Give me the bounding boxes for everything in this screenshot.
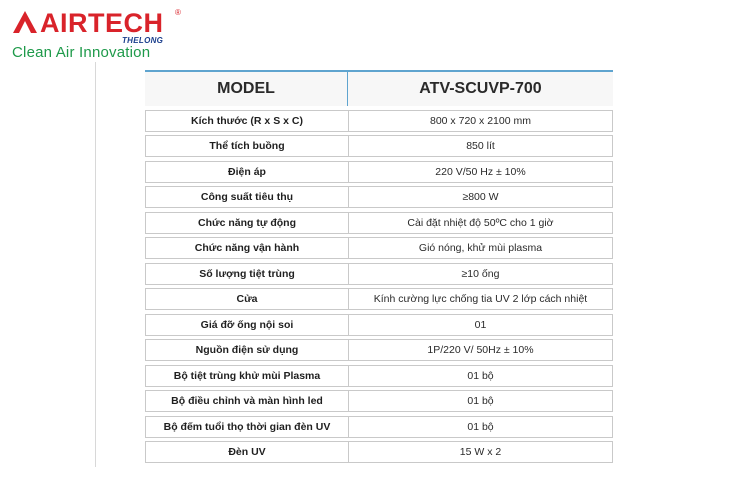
table-row — [145, 416, 613, 438]
spec-value: 220 V/50 Hz ± 10% — [435, 165, 526, 178]
spec-label: Giá đỡ ống nội soi — [146, 315, 349, 335]
spec-label: Bộ tiệt trùng khử mùi Plasma — [146, 366, 349, 386]
table-row — [145, 110, 613, 132]
spec-label: Bộ đếm tuổi thọ thời gian đèn UV — [146, 417, 349, 437]
spec-value: ≥800 W — [462, 191, 499, 203]
sub-brand: THELONG — [122, 36, 164, 45]
spec-label: Số lượng tiệt trùng — [146, 264, 349, 284]
spec-value: 1P/220 V/ 50Hz ± 10% — [427, 344, 534, 356]
table-row — [145, 161, 613, 183]
spec-label: Bộ điều chỉnh và màn hình led — [146, 391, 349, 411]
table-body — [145, 110, 613, 464]
spec-value: Gió nóng, khử mùi plasma — [418, 242, 543, 254]
spec-label: Chức năng tự động — [146, 213, 349, 233]
table-row — [145, 186, 613, 208]
spec-label: Chức năng vận hành — [146, 238, 349, 258]
table-row — [145, 288, 613, 310]
table-row — [145, 237, 613, 259]
spec-value: Kính cường lực chống tia UV 2 lớp cách nhiệt — [373, 293, 588, 305]
spec-label: Kích thước (R x S x C) — [146, 111, 349, 131]
table-row — [145, 365, 613, 387]
registered-mark: ® — [175, 8, 181, 17]
brand-name: AIRTECH — [40, 8, 164, 38]
spec-value: Cài đặt nhiệt độ 50ºC cho 1 giờ — [407, 216, 554, 229]
spec-label: Điện áp — [146, 162, 349, 182]
table-row — [145, 390, 613, 412]
spec-value: ≥10 ống — [461, 267, 500, 280]
divider — [95, 62, 96, 467]
spec-value: 01 bộ — [467, 420, 494, 433]
airtech-logo-icon — [12, 10, 38, 34]
spec-label: Nguồn điện sử dụng — [146, 340, 349, 360]
tagline: Clean Air Innovation — [12, 44, 151, 61]
table-row — [145, 339, 613, 361]
table-row — [145, 314, 613, 336]
spec-value: 850 lít — [466, 140, 495, 152]
table-row — [145, 212, 613, 234]
spec-label: Công suất tiêu thụ — [146, 187, 349, 207]
table-row — [145, 135, 613, 157]
spec-label: Cửa — [146, 289, 349, 309]
table-row — [145, 441, 613, 463]
table-row — [145, 263, 613, 285]
spec-value: 800 x 720 x 2100 mm — [430, 114, 531, 127]
spec-value: 01 bộ — [467, 395, 494, 407]
header-value: ATV-SCUVP-700 — [419, 80, 542, 97]
spec-value: 15 W x 2 — [459, 446, 502, 458]
table-header — [145, 70, 613, 106]
spec-label: Đèn UV — [146, 442, 349, 462]
spec-value: 01 — [474, 318, 487, 331]
spec-value: 01 bộ — [467, 369, 494, 382]
spec-table — [145, 70, 613, 463]
header-label: MODEL — [145, 72, 348, 106]
spec-label: Thể tích buồng — [146, 136, 349, 156]
